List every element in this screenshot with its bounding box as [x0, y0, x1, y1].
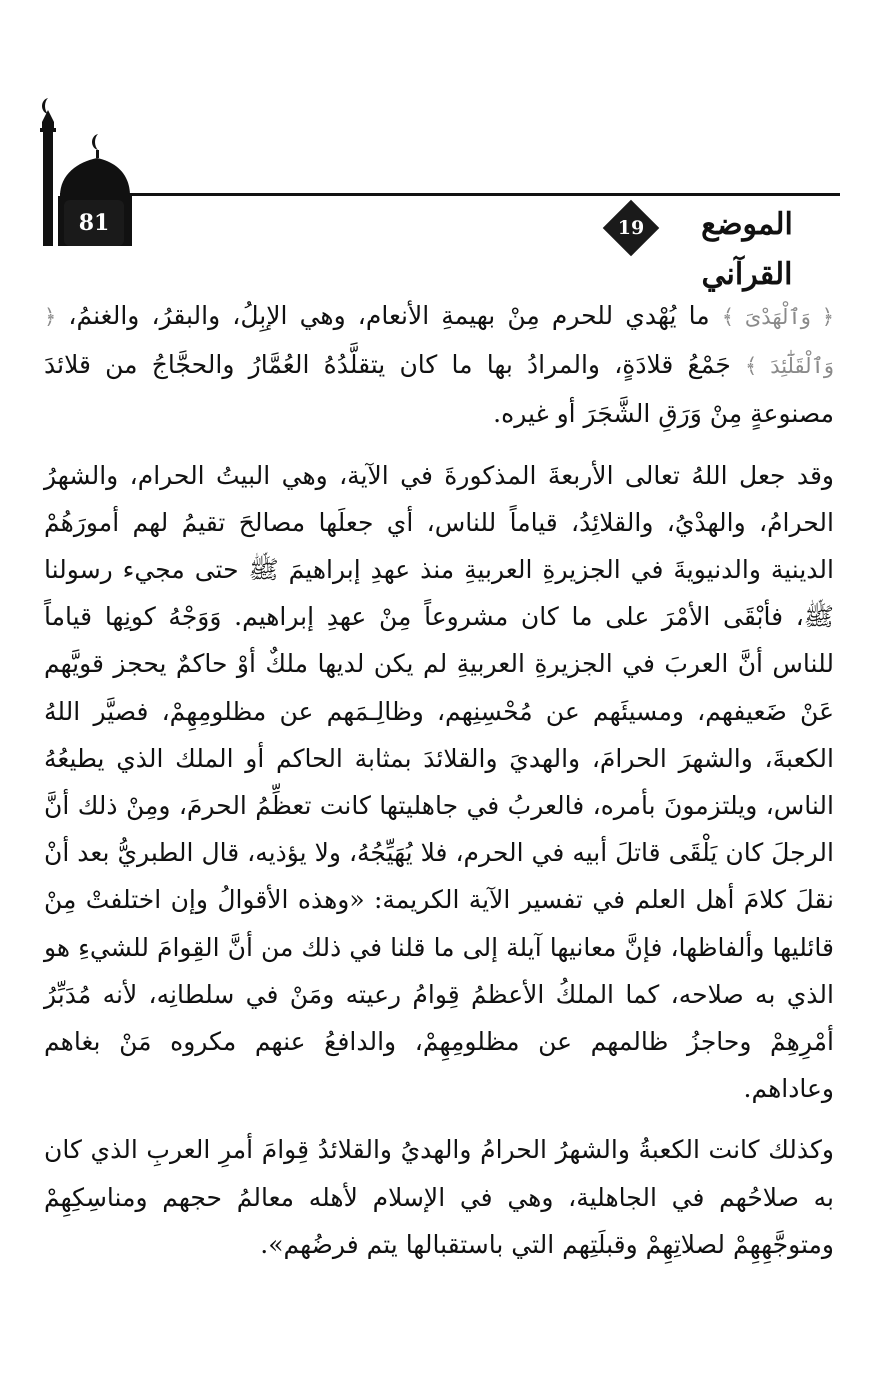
section-title: الموضع القرآني	[701, 207, 793, 292]
section-number: 19	[617, 217, 645, 239]
paragraph-1	[44, 292, 834, 438]
quran-word-qalaid: ﴿ وَٱلْقَلَٰٓئِدَ ﴾	[44, 305, 834, 379]
header-rule	[60, 193, 840, 196]
paragraph-3: وكذلك كانت الكعبةُ والشهرُ الحرامُ والهديُ والقلائدُ قِوامَ أمرِ العربِ الذي كان به صلاحُهم في الجاهلية، وهي في الإسلام لأهله معالمُ حجهم ومناسِكِهِمْ ومتوجَّهِهِمْ لصلاتِهِمْ وقبلَتِهم التي باستقبالها يتم فرضُهم».	[44, 1135, 834, 1259]
page-number: 81	[64, 200, 124, 246]
page-header	[0, 0, 877, 292]
paragraph-2: وقد جعل اللهُ تعالى الأربعةَ المذكورةَ في الآية، وهي البيتُ الحرام، والشهرُ الحرامُ، والهدْيُ، والقلائِدُ، قياماً للناس، أي جعلَها مصالحَ تقيمُ لهم أمورَهُمْ الدينية والدنيويةَ في الجزيرةِ العربيةِ منذ عهدِ إبراهيمَ ﷺ حتى مجيء رسولنا ﷺ، فأبْقَى الأمْرَ على ما كان مشروعاً مِنْ عهدِ إبراهيم. وَوَجْهُ كونِها قياماً للناس أنَّ العربَ في الجزيرةِ العربيةِ لم يكن لديها ملكٌ أوْ حاكمٌ يحجز قويَّهم عَنْ ضَعيفهم، ومسيئَهم عن مُحْسِنِهم، وظالِـمَهم عن مظلومِهِمْ، فصيَّر اللهُ الكعبةَ، والشهرَ الحرامَ، والهديَ والقلائدَ بمثابة الحاكم أو الملك الذي يطيعُهُ الناس، ويلتزمونَ بأمره، فالعربُ في جاهليتها كانت تعظِّمُ الحرمَ، ومِنْ ذلك أنَّ الرجلَ كان يَلْقَى قاتلَ أبيه في الحرم، فلا يُهَيِّجُهُ، ولا يؤذيه، قال الطبريُّ بعد أنْ نقلَ كلامَ أهل العلم في تفسير الآية الكريمة: «وهذه الأقوالُ وإن اختلفتْ مِنْ قائليها وألفاظها، فإنَّ معانيها آيلة إلى ما قلنا في ذلك من أنَّ القِوامَ للشيءِ هو الذي به صلاحه، كما الملكُ الأعظمُ قِوامُ رعيته ومَنْ في سلطانِه، لأنه مُدَبِّرُ أمْرِهِمْ وحاجزُ ظالمهم عن مظلومِهِمْ، والدافعُ عنهم مكروه مَنْ بغاهم وعاداهم.	[44, 460, 834, 1104]
quran-word-hady: ﴿ وَٱلْهَدْىَ ﴾	[721, 305, 834, 329]
page-body	[44, 292, 834, 1268]
paragraph-1-text-b: جَمْعُ قلادَةٍ، والمرادُ بها ما كان يتقلَّدُهُ العُمَّارُ والحجَّاجُ من قلائدَ مصنوعةٍ مِنْ وَرَقِ الشَّجَرَ أو غيره.	[44, 350, 834, 429]
section-number-badge	[603, 200, 659, 256]
paragraph-1-text-a: ما يُهْدي للحرم مِنْ بهيمةِ الأنعام، وهي الإبِلُ، والبقرُ، والغنمُ،	[56, 301, 722, 330]
